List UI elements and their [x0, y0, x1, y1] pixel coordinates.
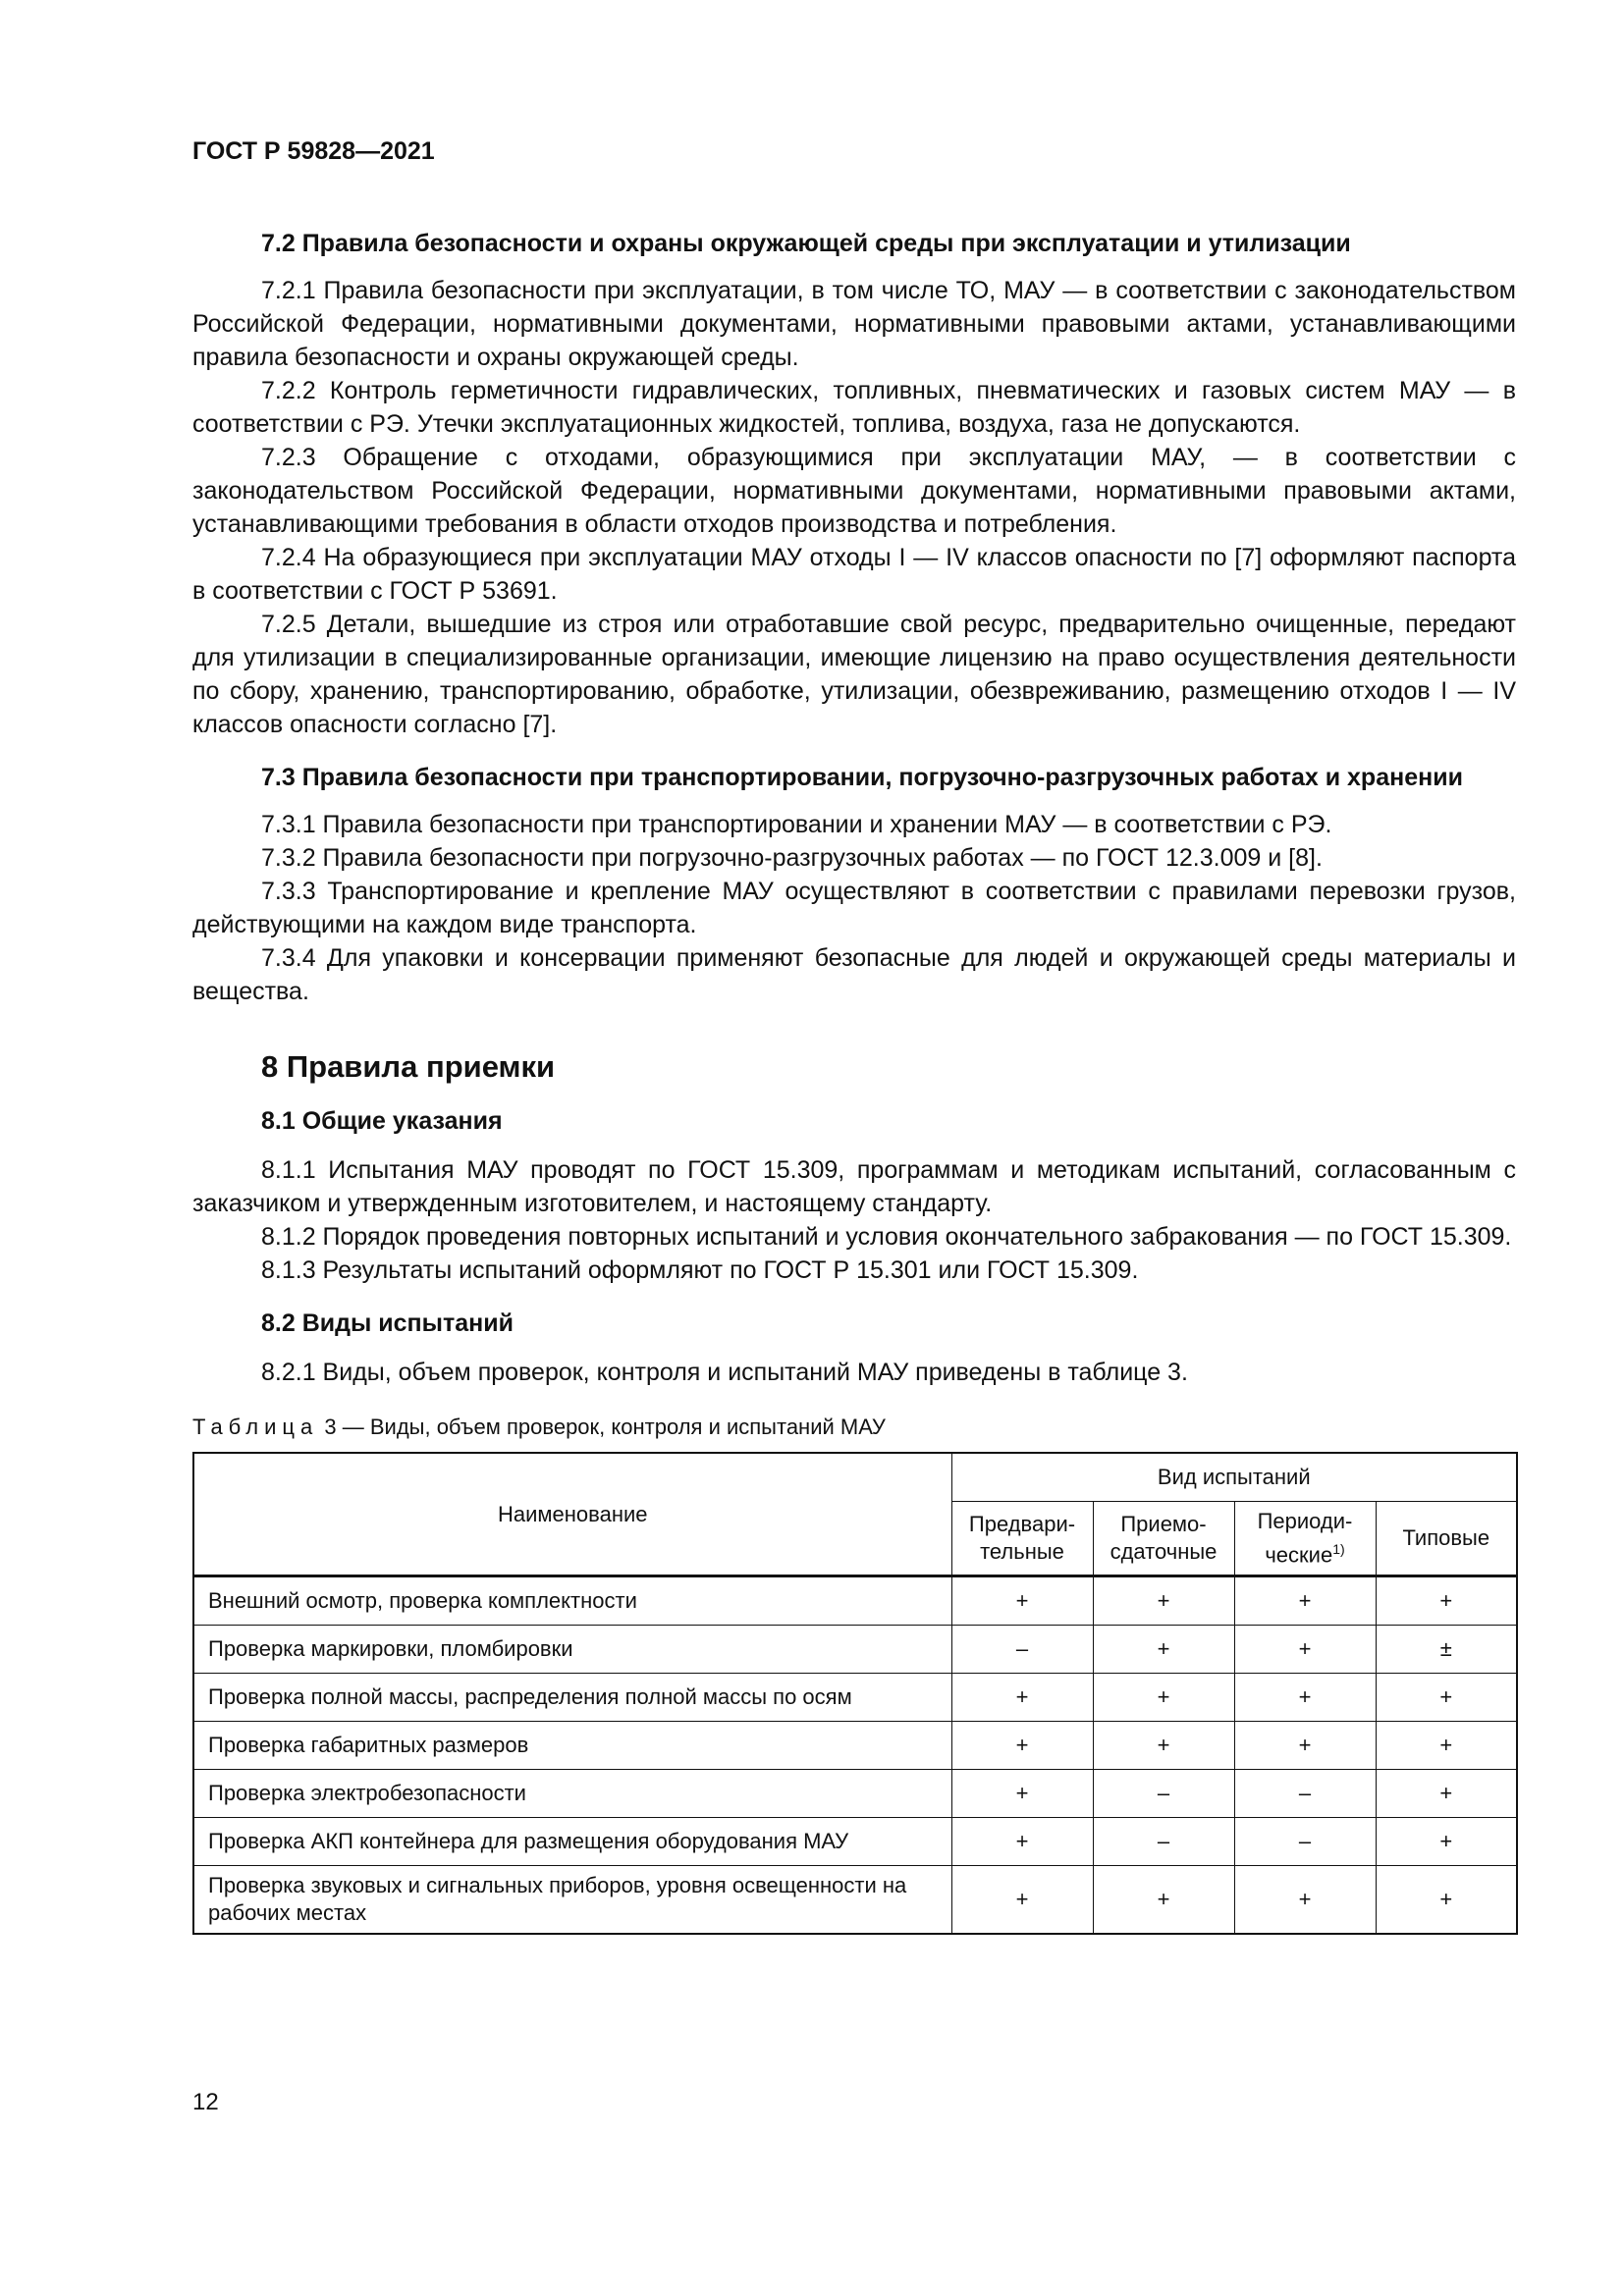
- row-mark-c4: ±: [1376, 1626, 1517, 1674]
- row-mark-c4: +: [1376, 1818, 1517, 1866]
- row-mark-c2: –: [1093, 1818, 1234, 1866]
- header-periodic-label: Периоди-ческие: [1257, 1509, 1353, 1568]
- row-mark-c4: +: [1376, 1576, 1517, 1626]
- table-caption: [192, 1415, 1516, 1440]
- paragraph-7-3-3: 7.3.3 Транспортирование и крепление МАУ осуществляют в соответствии с правилами перевозки грузов, действующими на каждом виде транспорта.: [192, 878, 1516, 938]
- header-test-type: Вид испытаний: [951, 1453, 1517, 1502]
- row-mark-c1: +: [951, 1576, 1093, 1626]
- row-mark-c3: –: [1234, 1818, 1376, 1866]
- table-row: [193, 1576, 1517, 1626]
- table-caption-text: 3 — Виды, объем проверок, контроля и испытаний МАУ: [324, 1415, 886, 1439]
- table-row: [193, 1770, 1517, 1818]
- header-preliminary: Предвари-тельные: [951, 1502, 1093, 1576]
- row-name: Внешний осмотр, проверка комплектности: [193, 1576, 951, 1626]
- table-row: [193, 1674, 1517, 1722]
- paragraph-7-2-3: 7.2.3 Обращение с отходами, образующимися при эксплуатации МАУ, — в соответствии с законодательством Российской Федерации, нормативными документами, нормативными правовыми актами, устанавливающими требования в области отходов производства и потребления.: [192, 444, 1516, 538]
- paragraph-7-3-2: 7.3.2 Правила безопасности при погрузочно-разгрузочных работах — по ГОСТ 12.3.009 и [8].: [261, 844, 1323, 872]
- table-row: [193, 1722, 1517, 1770]
- row-mark-c3: +: [1234, 1576, 1376, 1626]
- row-mark-c1: +: [951, 1674, 1093, 1722]
- row-mark-c1: –: [951, 1626, 1093, 1674]
- row-mark-c3: +: [1234, 1626, 1376, 1674]
- row-mark-c2: +: [1093, 1576, 1234, 1626]
- section-8-2-title: 8.2 Виды испытаний: [261, 1309, 514, 1337]
- table-row: [193, 1866, 1517, 1935]
- row-mark-c2: +: [1093, 1674, 1234, 1722]
- row-mark-c2: +: [1093, 1866, 1234, 1935]
- header-name: Наименование: [193, 1453, 951, 1576]
- paragraph-7-2-5: 7.2.5 Детали, вышедшие из строя или отработавшие свой ресурс, предварительно очищенные, передают для утилизации в специализированные организации, имеющие лицензию на право осуществления деятельности по сбору, хранению, транспортированию, обработке, утилизации, обезвреживанию, размещению отходов I — IV классов опасности согласно [7].: [192, 611, 1516, 738]
- row-mark-c2: +: [1093, 1722, 1234, 1770]
- row-mark-c3: +: [1234, 1866, 1376, 1935]
- row-mark-c4: +: [1376, 1722, 1517, 1770]
- section-7-2-title: 7.2 Правила безопасности и охраны окружающей среды при эксплуатации и утилизации: [261, 230, 1351, 257]
- tests-table: [192, 1452, 1518, 1935]
- section-8-title: 8 Правила приемки: [261, 1049, 556, 1084]
- table-row: [193, 1626, 1517, 1674]
- header-acceptance: Приемо-сдаточные: [1093, 1502, 1234, 1576]
- row-mark-c2: +: [1093, 1626, 1234, 1674]
- row-mark-c1: +: [951, 1722, 1093, 1770]
- row-mark-c4: +: [1376, 1770, 1517, 1818]
- page-number: 12: [192, 2089, 219, 2115]
- row-mark-c3: +: [1234, 1674, 1376, 1722]
- document-code: ГОСТ Р 59828—2021: [192, 137, 435, 165]
- table-body: [193, 1576, 1517, 1935]
- row-name: Проверка электробезопасности: [193, 1770, 951, 1818]
- table-caption-word: Таблица: [192, 1415, 319, 1439]
- paragraph-7-2-1: 7.2.1 Правила безопасности при эксплуатации, в том числе ТО, МАУ — в соответствии с законодательством Российской Федерации, нормативными документами, нормативными правовыми актами, устанавливающими правила безопасности и охраны окружающей среды.: [192, 277, 1516, 371]
- row-mark-c2: –: [1093, 1770, 1234, 1818]
- paragraph-8-1-2: 8.1.2 Порядок проведения повторных испытаний и условия окончательного забракования — по ГОСТ 15.309.: [261, 1223, 1512, 1251]
- paragraph-7-3-1: 7.3.1 Правила безопасности при транспортировании и хранении МАУ — в соответствии с РЭ.: [261, 811, 1332, 838]
- paragraph-7-3-4: 7.3.4 Для упаковки и консервации применяют безопасные для людей и окружающей среды материалы и вещества.: [192, 944, 1516, 1005]
- row-mark-c3: –: [1234, 1770, 1376, 1818]
- row-name: Проверка звуковых и сигнальных приборов, уровня освещенности на рабочих местах: [193, 1866, 951, 1935]
- paragraph-8-1-1: 8.1.1 Испытания МАУ проводят по ГОСТ 15.309, программам и методикам испытаний, согласованным с заказчиком и утвержденным изготовителем, и настоящему стандарту.: [192, 1156, 1516, 1217]
- footnote-ref: 1): [1332, 1541, 1345, 1557]
- section-8-1-title: 8.1 Общие указания: [261, 1107, 503, 1135]
- row-mark-c4: +: [1376, 1674, 1517, 1722]
- section-7-3-title: 7.3 Правила безопасности при транспортировании, погрузочно-разгрузочных работах и хранении: [261, 764, 1463, 791]
- header-type: Типовые: [1376, 1502, 1517, 1576]
- row-name: Проверка АКП контейнера для размещения оборудования МАУ: [193, 1818, 951, 1866]
- row-mark-c1: +: [951, 1866, 1093, 1935]
- row-mark-c3: +: [1234, 1722, 1376, 1770]
- row-name: Проверка маркировки, пломбировки: [193, 1626, 951, 1674]
- row-mark-c4: +: [1376, 1866, 1517, 1935]
- paragraph-7-2-2: 7.2.2 Контроль герметичности гидравлических, топливных, пневматических и газовых систем МАУ — в соответствии с РЭ. Утечки эксплуатационных жидкостей, топлива, воздуха, газа не допускаются.: [192, 377, 1516, 438]
- row-mark-c1: +: [951, 1818, 1093, 1866]
- row-name: Проверка габаритных размеров: [193, 1722, 951, 1770]
- paragraph-8-1-3: 8.1.3 Результаты испытаний оформляют по ГОСТ Р 15.301 или ГОСТ 15.309.: [261, 1256, 1139, 1284]
- table-row: [193, 1818, 1517, 1866]
- paragraph-8-2-1: 8.2.1 Виды, объем проверок, контроля и испытаний МАУ приведены в таблице 3.: [261, 1359, 1188, 1386]
- table-header: [193, 1453, 1517, 1576]
- paragraph-7-2-4: 7.2.4 На образующиеся при эксплуатации МАУ отходы I — IV классов опасности по [7] оформляют паспорта в соответствии с ГОСТ Р 53691.: [192, 544, 1516, 605]
- row-name: Проверка полной массы, распределения полной массы по осям: [193, 1674, 951, 1722]
- header-periodic: [1234, 1502, 1376, 1576]
- document-page: [192, 137, 1516, 1935]
- row-mark-c1: +: [951, 1770, 1093, 1818]
